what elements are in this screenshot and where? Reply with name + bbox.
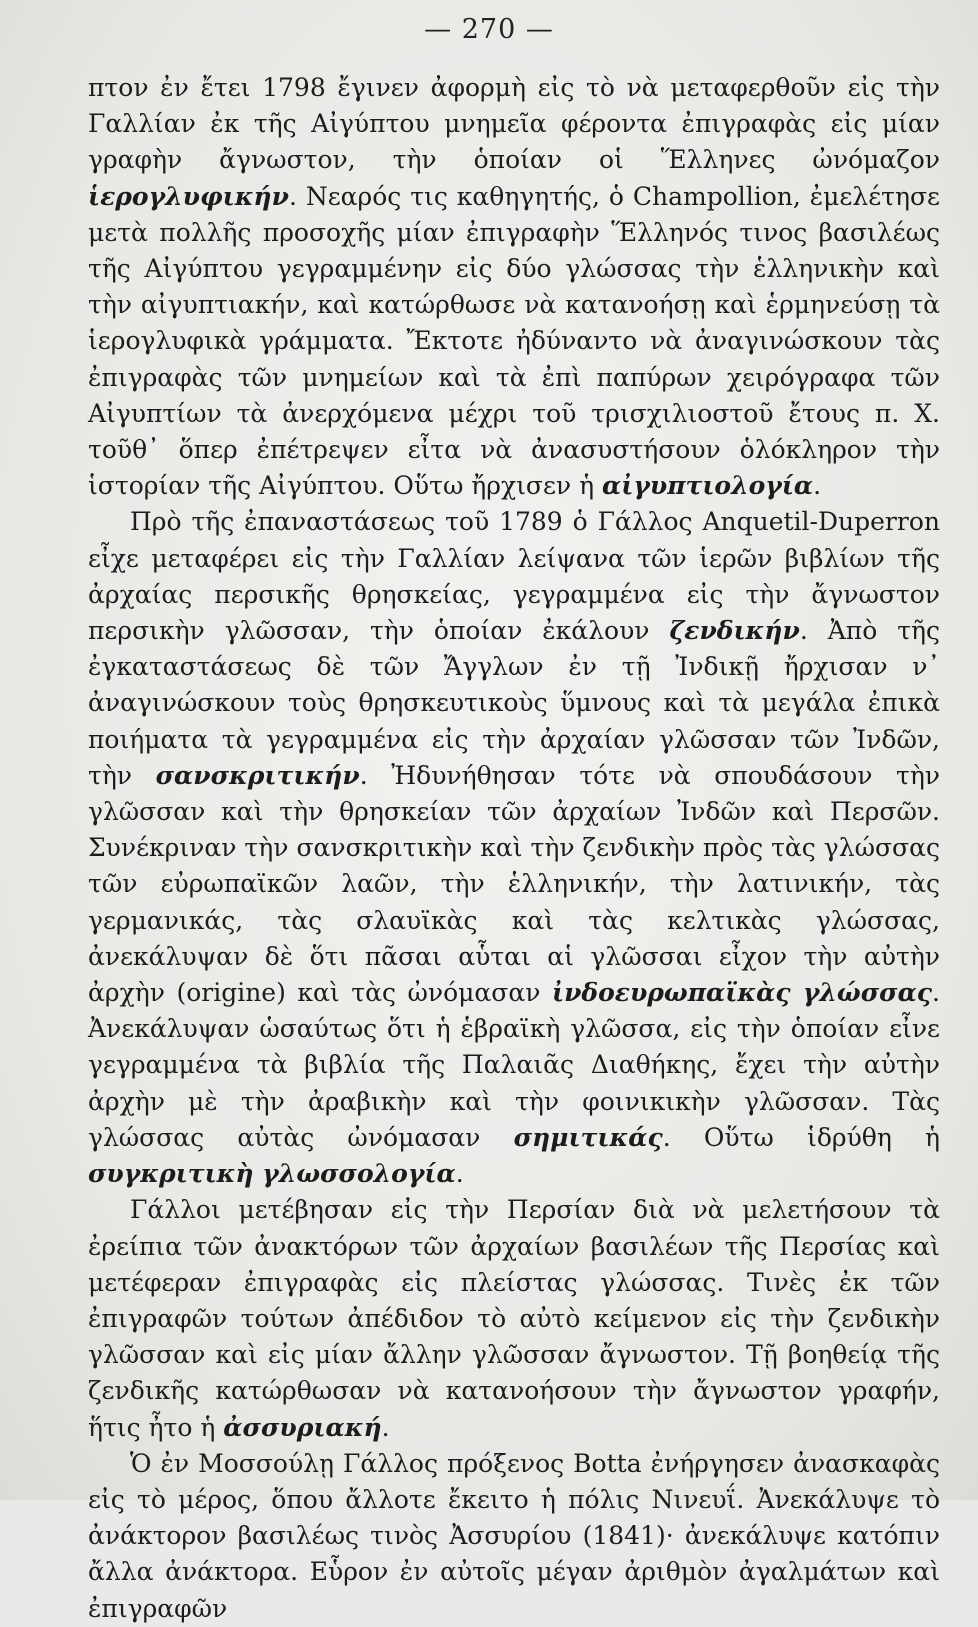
text-run: . Οὕτω ἱδρύθη ἡ — [662, 1122, 940, 1152]
text-run: Ὁ ἐν Μοσσούλῃ Γάλλος πρόξενος Botta ἐνήργησεν ἀνασκαφὰς εἰς τὸ μέρος, ὅπου ἄλλοτε ἔκειτο ἡ πόλις Νινευΐ. Ἀνεκάλυψε τὸ ἀνάκτορον βασιλέως τινὸς Ἀσσυρίου (1841)· ἀνεκάλυψε κατόπιν ἄλλα ἀνάκτορα. Εὗρον ἐν αὐτοῖς μέγαν ἀριθμὸν ἀγαλμάτων καὶ ἐπιγραφῶν — [88, 1448, 940, 1623]
text-run: Γάλλοι μετέβησαν εἰς τὴν Περσίαν διὰ νὰ μελετήσουν τὰ ἐρείπια τῶν ἀνακτόρων τῶν ἀρχαίων βασιλέων τῆς Περσίας καὶ μετέφεραν ἐπιγραφὰς εἰς πλείστας γλώσσας. Τινὲς ἐκ τῶν ἐπιγραφῶν τούτων ἀπέδιδον τὸ αὐτὸ κείμενον εἰς τὴν ζενδικὴν γλῶσσαν καὶ εἰς μίαν ἄλλην γλῶσσαν ἄγνωστον. Τῇ βοηθείᾳ τῆς ζενδικῆς κατώρθωσαν νὰ κατανοήσουν τὴν ἄγνωστον γραφήν, ἥτις ἦτο ἡ — [88, 1195, 940, 1442]
page-number: — 270 — — [424, 14, 554, 45]
paragraph-1 — [88, 70, 940, 504]
emphasis-term: σημιτικάς — [513, 1122, 663, 1152]
text-run: πτον ἐν ἔτει 1798 ἔγινεν ἀφορμὴ εἰς τὸ νὰ μεταφερθοῦν εἰς τὴν Γαλλίαν ἐκ τῆς Αἰγύπτου μνημεῖα φέροντα ἐπιγραφὰς εἰς μίαν γραφὴν ἄγνωστον, τὴν ὁποίαν οἱ Ἕλληνες ὠνόμαζον — [88, 73, 940, 175]
text-run: . Ἀνεκάλυψαν ὡσαύτως ὅτι ἡ ἑβραϊκὴ γλῶσσα, εἰς τὴν ὁποίαν εἶνε γεγραμμένα τὰ βιβλία τῆς Παλαιᾶς Διαθήκης, ἔχει τὴν αὐτὴν ἀρχὴν μὲ τὴν ἀραβικὴν καὶ τὴν φοινικικὴν γλῶσσαν. Τὰς γλώσσας αὐτὰς ὠνόμασαν — [88, 978, 940, 1152]
emphasis-term: ἀσσυριακή — [223, 1412, 382, 1442]
text-run: . Ἀπὸ τῆς ἐγκαταστάσεως δὲ τῶν Ἄγγλων ἐν τῇ Ἰνδικῇ ἤρχισαν ν᾽ ἀναγινώσκουν τοὺς θρησκευτικοὺς ὕμνους καὶ τὰ μεγάλα ἐπικὰ ποιήματα τὰ γεγραμμένα εἰς τὴν ἀρχαίαν γλῶσσαν τῶν Ἰνδῶν, τὴν — [88, 616, 941, 790]
body-text — [88, 70, 940, 1627]
emphasis-term: ἰνδοευρωπαϊκὰς γλώσσας — [551, 978, 933, 1008]
emphasis-term: ἱερογλυφικήν — [88, 181, 289, 211]
text-run: . Νεαρός τις καθηγητής, ὁ Champollion, ἐμελέτησε μετὰ πολλῆς προσοχῆς μίαν ἐπιγραφὴν Ἕλληνός τινος βασιλέως τῆς Αἰγύπτου γεγραμμένην εἰς δύο γλώσσας τὴν ἑλληνικὴν καὶ τὴν αἰγυπτιακήν, καὶ κατώρθωσε νὰ κατανοήσῃ καὶ ἑρμηνεύσῃ τὰ ἱερογλυφικὰ γράμματα. Ἔκτοτε ἠδύναντο νὰ ἀναγινώσκουν τὰς ἐπιγραφὰς τῶν μνημείων καὶ τὰ ἐπὶ παπύρων χειρόγραφα τῶν Αἰγυπτίων τὰ ἀνερχόμενα μέχρι τοῦ τρισχιλιοστοῦ ἔτους π. Χ. τοῦθ᾽ ὅπερ ἐπέτρεψεν εἶτα νὰ ἀνασυστήσουν ὁλόκληρον τὴν ἱστορίαν τῆς Αἰγύπτου. Οὕτω ἤρχισεν ἡ — [88, 181, 940, 501]
paragraph-2 — [88, 504, 940, 1192]
text-run: Πρὸ τῆς ἐπαναστάσεως τοῦ 1789 ὁ Γάλλος Anquetil-Duperron εἶχε μεταφέρει εἰς τὴν Γαλλίαν λείψανα τῶν ἱερῶν βιβλίων τῆς ἀρχαίας περσικῆς θρησκείας, γεγραμμένα εἰς τὴν ἄγνωστον περσικὴν γλῶσσαν, τὴν ὁποίαν ἐκάλουν — [88, 507, 940, 646]
emphasis-term: ζενδικήν — [669, 616, 800, 646]
paragraph-3 — [88, 1192, 940, 1445]
emphasis-term: συγκριτικὴ γλωσσολογία — [88, 1159, 456, 1189]
text-run: . — [455, 1159, 464, 1189]
emphasis-term: σανσκριτικήν — [155, 760, 360, 790]
emphasis-term: αἰγυπτιολογία — [602, 471, 814, 501]
text-run: . — [381, 1412, 390, 1442]
text-run: . — [813, 471, 822, 501]
text-run: . Ἠδυνήθησαν τότε νὰ σπουδάσουν τὴν γλῶσσαν καὶ τὴν θρησκείαν τῶν ἀρχαίων Ἰνδῶν καὶ Περσῶν. Συνέκριναν τὴν σανσκριτικὴν καὶ τὴν ζενδικὴν πρὸς τὰς γλώσσας τῶν εὐρωπαϊκῶν λαῶν, τὴν ἑλληνικήν, τὴν λατινικήν, τὰς γερμανικάς, τὰς σλαυϊκὰς καὶ τὰς κελτικὰς γλώσσας, ἀνεκάλυψαν δὲ ὅτι πᾶσαι αὗται αἱ γλῶσσαι εἶχον τὴν αὐτὴν ἀρχὴν (origine) καὶ τὰς ὠνόμασαν — [88, 760, 940, 1008]
paragraph-4 — [88, 1446, 940, 1627]
